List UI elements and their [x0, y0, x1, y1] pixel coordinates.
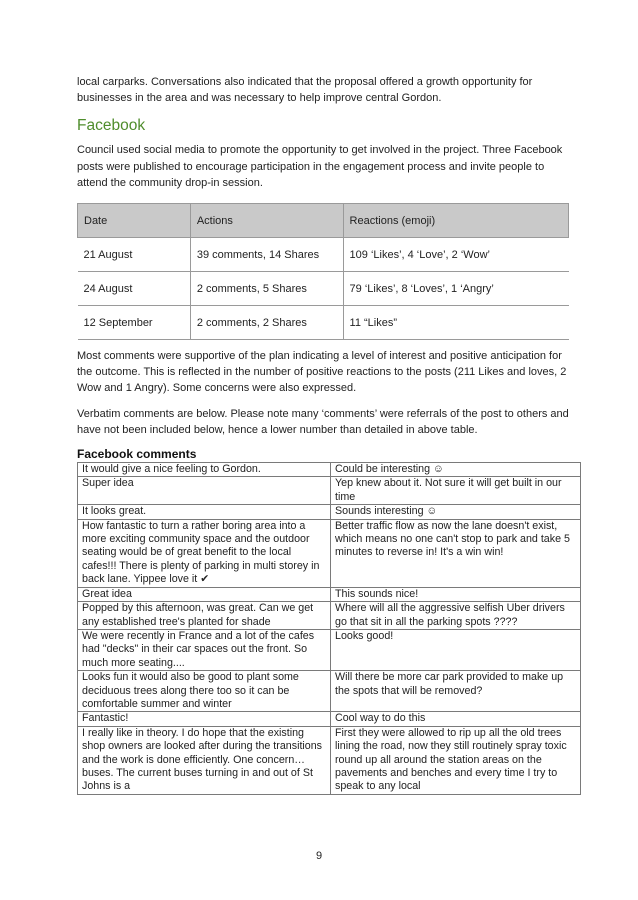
comment-cell: It looks great. — [78, 505, 331, 519]
header-date: Date — [78, 204, 191, 238]
table-row — [78, 726, 581, 794]
table-row — [78, 505, 581, 519]
table-row — [78, 238, 569, 272]
cell-date: 24 August — [78, 272, 191, 306]
intro-paragraph: local carparks. Conversations also indicated that the proposal offered a growth opportunity for businesses in the area and was necessary to help improve central Gordon. — [77, 76, 533, 105]
comment-cell: Where will all the aggressive selfish Uber drivers go that sit in all the parking spots ???? — [331, 602, 581, 630]
comments-heading: Facebook comments — [77, 447, 197, 462]
table-header-row — [78, 204, 569, 238]
header-actions: Actions — [190, 204, 343, 238]
table-row — [78, 519, 581, 587]
comment-cell: It would give a nice feeling to Gordon. — [78, 463, 331, 477]
table-row — [78, 272, 569, 306]
cell-actions: 39 comments, 14 Shares — [190, 238, 343, 272]
comment-cell: Popped by this afternoon, was great. Can we get any established tree's planted for shade — [78, 602, 331, 630]
comment-cell: How fantastic to turn a rather boring area into a more exciting community space and the outdoor seating would be of great benefit to the local cafes!!! There is plenty of parking in multi storey in back lane. Yippee love it ✔ — [78, 519, 331, 587]
header-reactions: Reactions (emoji) — [343, 204, 568, 238]
facebook-actions-table — [77, 203, 569, 340]
comment-cell: This sounds nice! — [331, 587, 581, 601]
comment-cell: Looks good! — [331, 629, 581, 670]
page-number: 9 — [315, 850, 323, 862]
comment-cell: I really like in theory. I do hope that the existing shop owners are looked after during the transitions and the work is done efficiently. One concern… buses. The current buses turning in and out of St Johns is a — [78, 726, 331, 794]
comment-cell: Looks fun it would also be good to plant some deciduous trees along there too so it can be comfortable summer and winter — [78, 671, 331, 712]
comment-cell: Sounds interesting ☺ — [331, 505, 581, 519]
table-row — [78, 602, 581, 630]
cell-reactions: 79 ‘Likes’, 8 ‘Loves’, 1 ‘Angry’ — [343, 272, 568, 306]
comment-cell: Cool way to do this — [331, 712, 581, 726]
document-page — [77, 74, 569, 795]
verbatim-note-paragraph: Verbatim comments are below. Please note many ‘comments’ were referrals of the post to others and have not been included below, hence a lower number than detailed in above table. — [77, 407, 569, 436]
cell-date: 21 August — [78, 238, 191, 272]
table-row — [78, 306, 569, 340]
cell-reactions: 11 “Likes” — [343, 306, 568, 340]
comment-cell: First they were allowed to rip up all the old trees lining the road, now they still routinely spray toxic round up all around the station areas on the pavements and benches and every time I try to speak to any local — [331, 726, 581, 794]
section-heading: Facebook — [77, 117, 146, 135]
cell-actions: 2 comments, 5 Shares — [190, 272, 343, 306]
section-paragraph: Council used social media to promote the opportunity to get involved in the project. Three Facebook posts were published to encourage participation in the engagement process and invite people to attend the community drop-in session. — [77, 144, 563, 189]
cell-reactions: 109 ‘Likes’, 4 ‘Love’, 2 ‘Wow’ — [343, 238, 568, 272]
facebook-comments-table — [77, 462, 581, 795]
table-row — [78, 671, 581, 712]
comment-cell: Could be interesting ☺ — [331, 463, 581, 477]
cell-date: 12 September — [78, 306, 191, 340]
comment-cell: Better traffic flow as now the lane doesn't exist, which means no one can't stop to park and take 5 minutes to reverse in! It's a win win! — [331, 519, 581, 587]
summary-paragraph: Most comments were supportive of the plan indicating a level of interest and positive anticipation for the outcome. This is reflected in the number of positive reactions to the posts (211 Likes and loves, 2 Wow and 1 Angry). Some concerns were also expressed. — [77, 350, 567, 395]
table-row — [78, 629, 581, 670]
comment-cell: We were recently in France and a lot of the cafes had "decks" in their car spaces out the front. So much more seating.... — [78, 629, 331, 670]
comment-cell: Will there be more car park provided to make up the spots that will be removed? — [331, 671, 581, 712]
comment-cell: Super idea — [78, 477, 331, 505]
table-row — [78, 463, 581, 477]
comment-cell: Fantastic! — [78, 712, 331, 726]
table-row — [78, 477, 581, 505]
table-row — [78, 587, 581, 601]
table-row — [78, 712, 581, 726]
comment-cell: Great idea — [78, 587, 331, 601]
cell-actions: 2 comments, 2 Shares — [190, 306, 343, 340]
comment-cell: Yep knew about it. Not sure it will get built in our time — [331, 477, 581, 505]
